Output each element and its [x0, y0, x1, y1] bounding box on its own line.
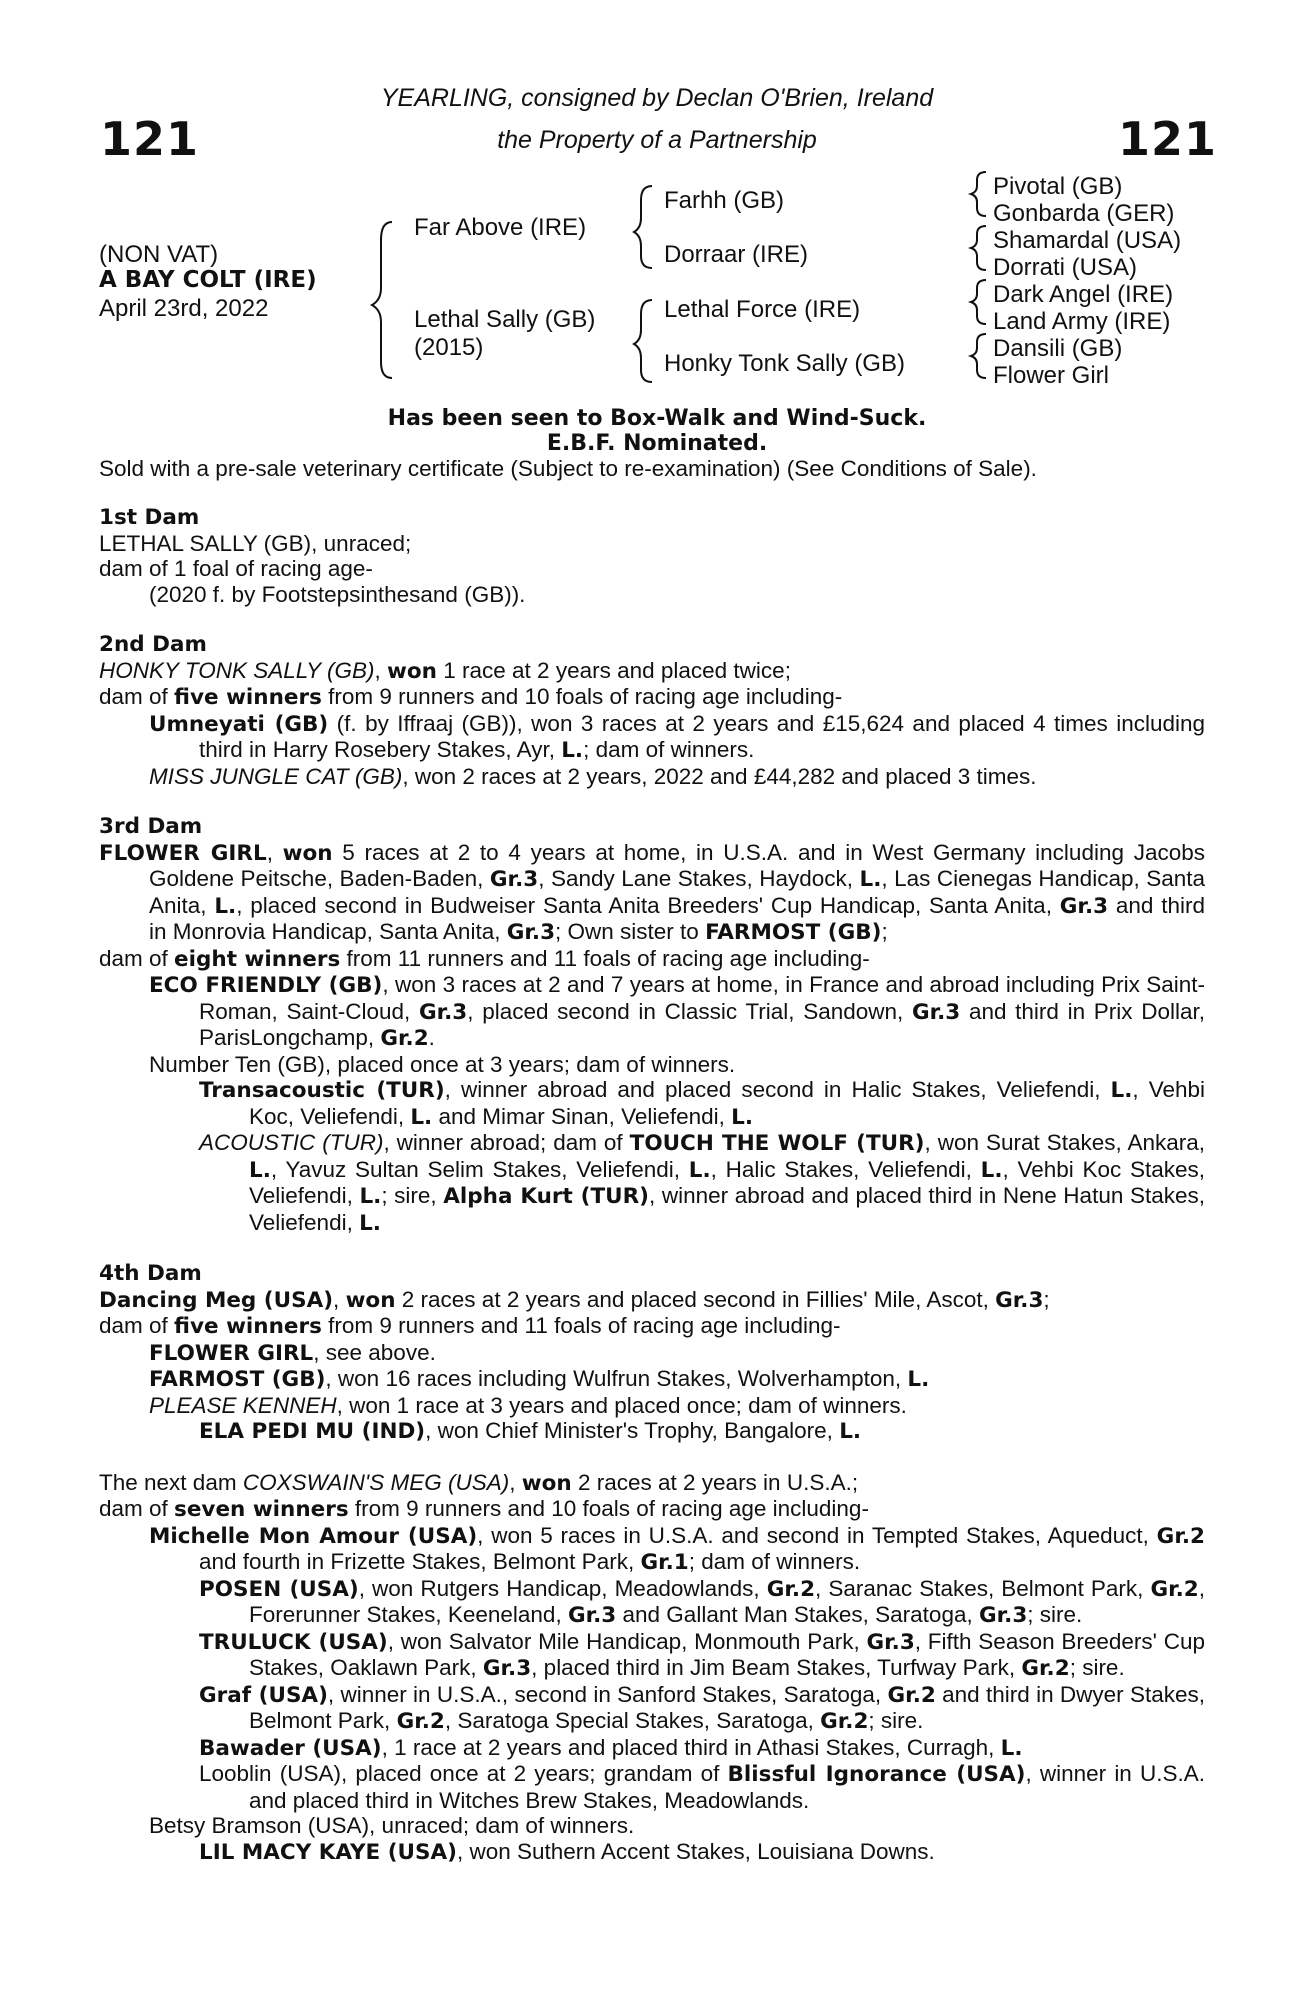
- lot-number-right: 121: [1118, 112, 1218, 166]
- grandsire-5: Dark Angel (IRE): [993, 281, 1174, 308]
- produce-bawader: Bawader (USA), 1 race at 2 years and placed third in Athasi Stakes, Curragh, L.: [199, 1734, 1023, 1761]
- property-line: the Property of a Partnership: [497, 126, 817, 154]
- produce-acoustic: ACOUSTIC (TUR), winner abroad; dam of TOUCH THE WOLF (TUR), won Surat Stakes, Ankara, L., Yavuz Sultan Selim Stakes, Veliefendi, L., Halic Stakes, Veliefendi, L., Vehbi Koc Stakes, Veliefendi, L.; sire, Alpha Kurt (TUR), winner abroad and placed third in Nene Hatun Stakes, Veliefendi, L.: [199, 1130, 1205, 1236]
- third-dam-line: FLOWER GIRL, won 5 races at 2 to 4 years at home, in U.S.A. and in West Germany including Jacobs Goldene Peitsche, Baden-Baden, Gr.3, Sandy Lane Stakes, Haydock, L., Las Cienegas Handicap, Santa Anita, L., placed second in Budweiser Santa Anita Breeders' Cup Handicap, Santa Anita, Gr.3 and third in Monrovia Handicap, Santa Anita, Gr.3; Own sister to FARMOST (GB);: [99, 839, 1206, 945]
- vice-note: Has been seen to Box-Walk and Wind-Suck.: [387, 406, 927, 431]
- sire-sire: Farhh (GB): [664, 187, 785, 214]
- produce-umneyati: Umneyati (GB) (f. by Iffraaj (GB)), won 3 races at 2 years and £15,624 and placed 4 times including third in Harry Rosebery Stakes, Ayr, L.; dam of winners.: [149, 710, 1206, 763]
- granddam-4: Dorrati (USA): [993, 254, 1138, 281]
- produce-graf: Graf (USA), winner in U.S.A., second in Sanford Stakes, Saratoga, Gr.2 and third in Dwyer Stakes, Belmont Park, Gr.2, Saratoga Special Stakes, Saratoga, Gr.2; sire.: [199, 1681, 1205, 1734]
- granddam-6: Land Army (IRE): [993, 308, 1171, 335]
- foaling-date: April 23rd, 2022: [99, 295, 269, 322]
- vet-certificate-note: Sold with a pre-sale veterinary certificate (Subject to re-examination) (See Conditions of Sale).: [99, 456, 1037, 481]
- produce-please-kenneh: PLEASE KENNEH, won 1 race at 3 years and placed once; dam of winners.: [149, 1392, 907, 1418]
- sire-name: Far Above (IRE): [414, 214, 587, 241]
- sire-dam: Dorraar (IRE): [664, 241, 809, 268]
- granddam-2: Gonbarda (GER): [993, 200, 1175, 227]
- produce-farmost: FARMOST (GB), won 16 races including Wulfrun Stakes, Wolverhampton, L.: [149, 1366, 930, 1392]
- produce-truluck: TRULUCK (USA), won Salvator Mile Handicap, Monmouth Park, Gr.3, Fifth Season Breeders' Cup Stakes, Oaklawn Park, Gr.3, placed third in Jim Beam Stakes, Turfway Park, Gr.2; sire.: [199, 1628, 1205, 1681]
- second-dam-heading: 2nd Dam: [99, 632, 207, 657]
- produce-lil-macy-kaye: LIL MACY KAYE (USA), won Suthern Accent Stakes, Louisiana Downs.: [199, 1838, 935, 1865]
- produce-miss-jungle-cat: MISS JUNGLE CAT (GB), won 2 races at 2 years, 2022 and £44,282 and placed 3 times.: [149, 763, 1037, 789]
- granddam-8: Flower Girl: [993, 362, 1110, 389]
- produce-eco-friendly: ECO FRIENDLY (GB), won 3 races at 2 and 7 years at home, in France and abroad including Prix Saint-Roman, Saint-Cloud, Gr.3, placed second in Classic Trial, Sandown, Gr.3 and third in Prix Dollar, ParisLongchamp, Gr.2.: [149, 972, 1205, 1051]
- produce-betsy-bramson: Betsy Bramson (USA), unraced; dam of winners.: [149, 1813, 635, 1838]
- next-dam-produce: dam of seven winners from 9 runners and 10 foals of racing age including-: [99, 1496, 869, 1522]
- produce-transacoustic: Transacoustic (TUR), winner abroad and placed second in Halic Stakes, Veliefendi, L., Vehbi Koc, Veliefendi, L. and Mimar Sinan, Veliefendi, L.: [199, 1077, 1205, 1130]
- first-dam-produce: dam of 1 foal of racing age-: [99, 556, 373, 581]
- fourth-dam-line: Dancing Meg (USA), won 2 races at 2 years and placed second in Fillies' Mile, Ascot, Gr.3;: [99, 1286, 1050, 1313]
- grandsire-3: Shamardal (USA): [993, 227, 1182, 254]
- dam-name: Lethal Sally (GB): [414, 306, 596, 333]
- consignor-line: YEARLING, consigned by Declan O'Brien, Ireland: [380, 84, 934, 112]
- horse-name: A BAY COLT (IRE): [99, 267, 317, 293]
- next-dam-line: The next dam COXSWAIN'S MEG (USA), won 2 races at 2 years in U.S.A.;: [99, 1469, 859, 1496]
- first-dam-line: LETHAL SALLY (GB), unraced;: [99, 530, 412, 556]
- dam-dam: Honky Tonk Sally (GB): [664, 350, 905, 377]
- catalogue-body: [99, 505, 1205, 1865]
- second-dam-produce: dam of five winners from 9 runners and 10 foals of racing age including-: [99, 684, 843, 710]
- third-dam-produce: dam of eight winners from 11 runners and 11 foals of racing age including-: [99, 945, 870, 972]
- fourth-dam-heading: 4th Dam: [99, 1261, 202, 1286]
- third-dam-heading: 3rd Dam: [99, 814, 203, 839]
- lot-number-left: 121: [100, 112, 200, 166]
- produce-ela-pedi-mu: ELA PEDI MU (IND), won Chief Minister's Trophy, Bangalore, L.: [199, 1418, 862, 1444]
- vat-status: (NON VAT): [99, 241, 219, 268]
- second-dam-line: HONKY TONK SALLY (GB), won 1 race at 2 years and placed twice;: [99, 657, 791, 684]
- grandsire-1: Pivotal (GB): [993, 173, 1123, 200]
- first-dam-heading: 1st Dam: [99, 505, 200, 530]
- grandsire-7: Dansili (GB): [993, 335, 1123, 362]
- produce-number-ten: Number Ten (GB), placed once at 3 years; dam of winners.: [149, 1051, 736, 1077]
- produce-flower-girl: FLOWER GIRL, see above.: [149, 1339, 436, 1366]
- produce-posen: POSEN (USA), won Rutgers Handicap, Meadowlands, Gr.2, Saranac Stakes, Belmont Park, Gr.2, Forerunner Stakes, Keeneland, Gr.3 and Gallant Man Stakes, Saratoga, Gr.3; sire.: [199, 1575, 1206, 1628]
- dam-year: (2015): [414, 334, 484, 361]
- first-dam-foal: (2020 f. by Footstepsinthesand (GB)).: [149, 581, 526, 607]
- produce-looblin: Looblin (USA), placed once at 2 years; grandam of Blissful Ignorance (USA), winner in U.S.A. and placed third in Witches Brew Stakes, Meadowlands.: [199, 1761, 1205, 1813]
- produce-michelle-mon-amour: Michelle Mon Amour (USA), won 5 races in U.S.A. and second in Tempted Stakes, Aqueduct, Gr.2 and fourth in Frizette Stakes, Belmont Park, Gr.1; dam of winners.: [149, 1522, 1205, 1575]
- ebf-note: E.B.F. Nominated.: [546, 431, 768, 456]
- dam-sire: Lethal Force (IRE): [664, 296, 861, 323]
- fourth-dam-produce: dam of five winners from 9 runners and 11 foals of racing age including-: [99, 1313, 841, 1339]
